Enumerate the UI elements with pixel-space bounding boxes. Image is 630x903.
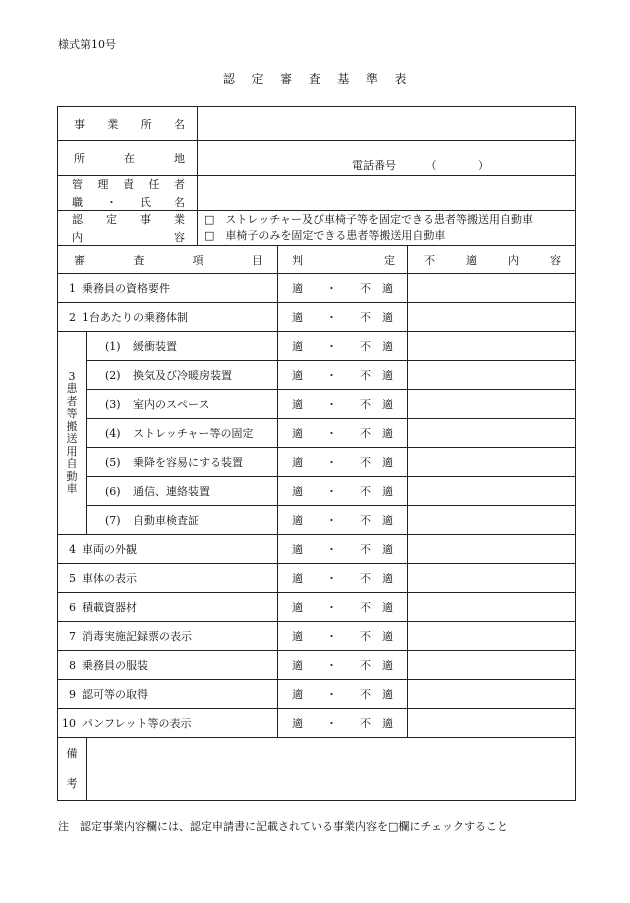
item-label: 10 パンフレット等の表示 <box>58 709 278 738</box>
verdict-cell[interactable]: 適 ・ 不 適 <box>278 274 408 303</box>
phone-number: 電話番号 （ ） <box>352 159 489 172</box>
verdict-cell[interactable]: 適 ・ 不 適 <box>278 593 408 622</box>
table-row <box>58 506 576 535</box>
unfit-detail-cell[interactable] <box>408 448 576 477</box>
verdict-cell[interactable]: 適 ・ 不 適 <box>278 535 408 564</box>
table-row <box>58 622 576 651</box>
column-header-unfit: 不 適 内 容 <box>408 246 576 274</box>
address-label: 所 在 地 <box>58 141 198 176</box>
item-label: 7 消毒実施記録票の表示 <box>58 622 278 651</box>
office-name-label: 事 業 所 名 <box>58 107 198 141</box>
unfit-detail-cell[interactable] <box>408 419 576 448</box>
item-label: (3) 室内のスペース <box>87 390 278 419</box>
unfit-detail-cell[interactable] <box>408 361 576 390</box>
table-row <box>58 564 576 593</box>
item-label: (7) 自動車検査証 <box>87 506 278 535</box>
table-row <box>58 274 576 303</box>
item-label: (1) 緩衝装置 <box>87 332 278 361</box>
table-row <box>58 477 576 506</box>
table-row <box>58 448 576 477</box>
business-content-label: 認 定 事 業 内 容 <box>58 211 198 246</box>
verdict-cell[interactable]: 適 ・ 不 適 <box>278 651 408 680</box>
table-row <box>58 593 576 622</box>
verdict-cell[interactable]: 適 ・ 不 適 <box>278 709 408 738</box>
verdict-cell[interactable]: 適 ・ 不 適 <box>278 622 408 651</box>
item-label: 1 乗務員の資格要件 <box>58 274 278 303</box>
option-wheelchair-only[interactable]: □ 車椅子のみを固定できる患者等搬送用自動車 <box>204 229 446 242</box>
item-label: 4 車両の外観 <box>58 535 278 564</box>
item-label: (6) 通信、連絡装置 <box>87 477 278 506</box>
table-row <box>58 680 576 709</box>
group3-label: 3 患 者 等 搬 送 用 自 動 車 <box>58 332 87 535</box>
unfit-detail-cell[interactable] <box>408 303 576 332</box>
verdict-cell[interactable]: 適 ・ 不 適 <box>278 448 408 477</box>
criteria-table <box>57 106 576 801</box>
office-name-row <box>58 107 576 141</box>
table-row <box>58 651 576 680</box>
office-name-field[interactable] <box>198 107 576 141</box>
verdict-cell[interactable]: 適 ・ 不 適 <box>278 303 408 332</box>
unfit-detail-cell[interactable] <box>408 477 576 506</box>
form-number: 様式第10号 <box>58 38 116 51</box>
manager-field[interactable] <box>198 176 576 211</box>
unfit-detail-cell[interactable] <box>408 535 576 564</box>
unfit-detail-cell[interactable] <box>408 709 576 738</box>
remarks-label: 備 考 <box>58 738 87 801</box>
option-stretcher-and-wheelchair[interactable]: □ ストレッチャー及び車椅子等を固定できる患者等搬送用自動車 <box>204 213 533 226</box>
verdict-cell[interactable]: 適 ・ 不 適 <box>278 390 408 419</box>
column-header-verdict: 判 定 <box>278 246 408 274</box>
item-label: (5) 乗降を容易にする装置 <box>87 448 278 477</box>
table-row <box>58 361 576 390</box>
document-title: 認 定 審 査 基 準 表 <box>222 72 408 86</box>
column-header-row <box>58 246 576 274</box>
remarks-row <box>58 738 576 801</box>
manager-row <box>58 176 576 211</box>
verdict-cell[interactable]: 適 ・ 不 適 <box>278 419 408 448</box>
footnote: 注 認定事業内容欄には、認定申請書に記載されている事業内容を□欄にチェックすること <box>58 820 509 833</box>
business-content-row <box>58 211 576 246</box>
unfit-detail-cell[interactable] <box>408 680 576 709</box>
verdict-cell[interactable]: 適 ・ 不 適 <box>278 477 408 506</box>
table-row <box>58 709 576 738</box>
table-row <box>58 419 576 448</box>
unfit-detail-cell[interactable] <box>408 332 576 361</box>
column-header-item: 審 査 項 目 <box>58 246 278 274</box>
unfit-detail-cell[interactable] <box>408 274 576 303</box>
remarks-field[interactable] <box>87 738 576 801</box>
verdict-cell[interactable]: 適 ・ 不 適 <box>278 506 408 535</box>
business-content-options <box>198 211 576 246</box>
item-label: (4) ストレッチャー等の固定 <box>87 419 278 448</box>
item-label: 9 認可等の取得 <box>58 680 278 709</box>
unfit-detail-cell[interactable] <box>408 506 576 535</box>
item-label: 8 乗務員の服装 <box>58 651 278 680</box>
verdict-cell[interactable]: 適 ・ 不 適 <box>278 680 408 709</box>
verdict-cell[interactable]: 適 ・ 不 適 <box>278 361 408 390</box>
unfit-detail-cell[interactable] <box>408 390 576 419</box>
manager-label: 管 理 責 任 者 職 ・ 氏 名 <box>58 176 198 211</box>
table-row <box>58 390 576 419</box>
verdict-cell[interactable]: 適 ・ 不 適 <box>278 564 408 593</box>
verdict-cell[interactable]: 適 ・ 不 適 <box>278 332 408 361</box>
address-row <box>58 141 576 176</box>
unfit-detail-cell[interactable] <box>408 622 576 651</box>
table-row <box>58 332 576 361</box>
item-label: 2 1台あたりの乗務体制 <box>58 303 278 332</box>
unfit-detail-cell[interactable] <box>408 564 576 593</box>
item-label: 5 車体の表示 <box>58 564 278 593</box>
table-row <box>58 303 576 332</box>
address-field[interactable] <box>198 141 576 176</box>
item-label: 6 積載資器材 <box>58 593 278 622</box>
unfit-detail-cell[interactable] <box>408 593 576 622</box>
table-row <box>58 535 576 564</box>
unfit-detail-cell[interactable] <box>408 651 576 680</box>
item-label: (2) 換気及び冷暖房装置 <box>87 361 278 390</box>
